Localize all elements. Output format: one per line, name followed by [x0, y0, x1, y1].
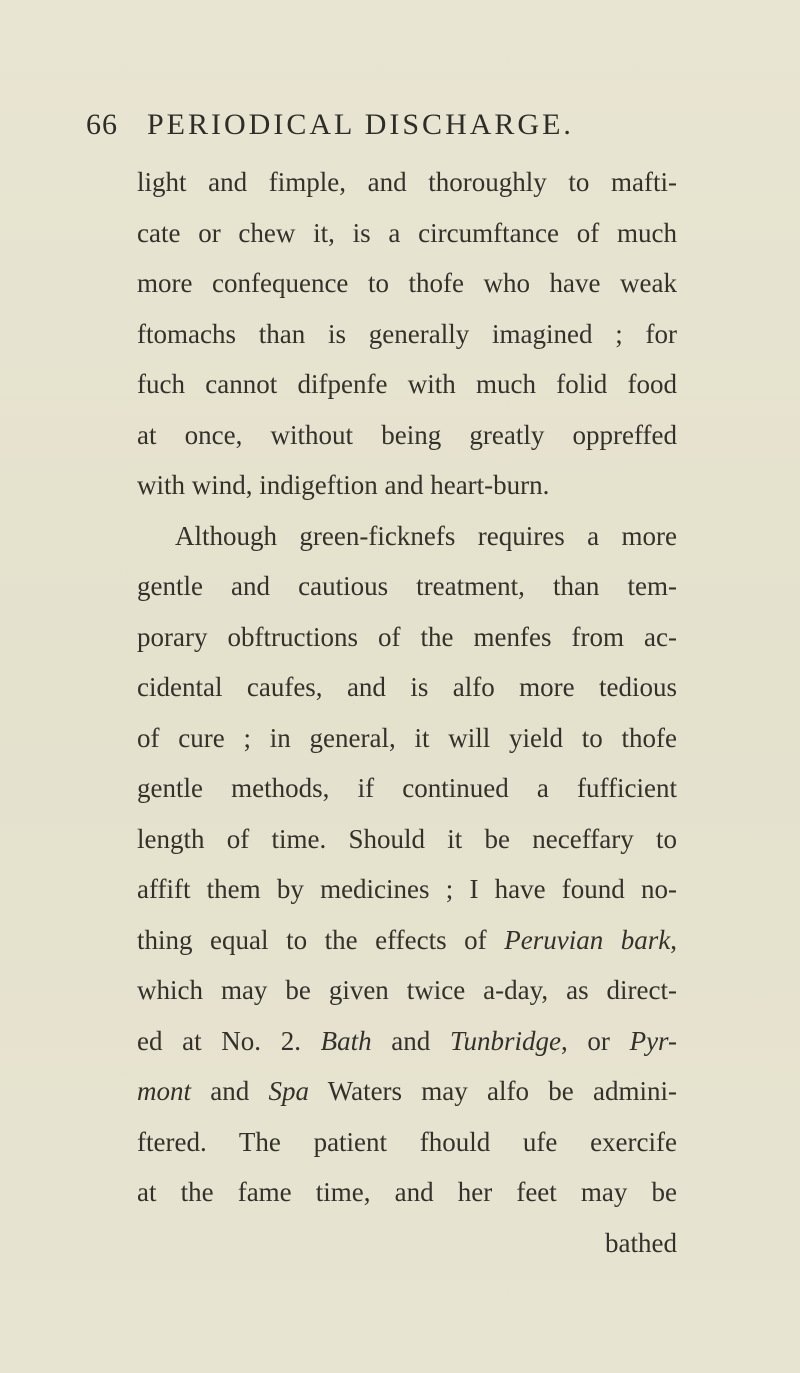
- text-segment: Although green-ficknefs requires a more: [175, 520, 677, 551]
- text-segment: length of time. Should it be neceffary to: [137, 823, 677, 854]
- text-segment: Waters may alfo be admini-: [309, 1076, 677, 1106]
- text-line: [137, 713, 677, 764]
- text-segment: and: [371, 1025, 450, 1056]
- text-line: [137, 309, 677, 360]
- catchword: [137, 1218, 677, 1269]
- text-line: [137, 864, 677, 915]
- text-segment: porary obftructions of the menfes from ac-: [137, 621, 677, 652]
- italic-text: Pyr-: [629, 1025, 678, 1056]
- page-header: [0, 108, 800, 156]
- text-segment: ftered. The patient fhould ufe exercife: [137, 1126, 677, 1157]
- body-text: [137, 157, 677, 1268]
- text-segment: light and fimple, and thoroughly to mafti-: [137, 167, 677, 197]
- text-segment: of cure ; in general, it will yield to thofe: [137, 722, 677, 753]
- text-line: [137, 1117, 677, 1168]
- text-segment: gentle and cautious treatment, than tem-: [137, 571, 677, 601]
- text-segment: cidental caufes, and is alfo more tedious: [137, 672, 677, 702]
- text-segment: ,: [670, 924, 677, 955]
- text-line: [137, 814, 677, 865]
- text-line: [137, 258, 677, 309]
- text-segment: , or: [561, 1025, 630, 1056]
- page-number: 66: [86, 108, 118, 141]
- italic-text: Peruvian bark: [504, 924, 671, 955]
- text-segment: ed at No. 2.: [137, 1025, 321, 1056]
- text-segment: fuch cannot difpenfe with much folid food: [137, 369, 677, 399]
- text-line: [137, 561, 677, 612]
- text-line: [137, 460, 677, 511]
- text-segment: and: [191, 1076, 269, 1106]
- text-line: [137, 763, 677, 814]
- text-segment: at once, without being greatly oppreffed: [137, 419, 677, 450]
- text-line: [137, 1167, 677, 1218]
- text-line: [137, 965, 677, 1016]
- text-segment: gentle methods, if continued a fufficient: [137, 773, 677, 803]
- text-segment: at the fame time, and her feet may be: [137, 1177, 677, 1207]
- text-line: [137, 359, 677, 410]
- text-line: [137, 612, 677, 663]
- text-segment: with wind, indigeftion and heart-burn.: [137, 470, 550, 500]
- text-line: [137, 157, 677, 208]
- text-segment: ftomachs than is generally imagined ; for: [137, 318, 677, 349]
- text-line: [137, 915, 677, 966]
- text-segment: thing equal to the effects of: [137, 924, 505, 955]
- text-line: [137, 208, 677, 259]
- text-line: [137, 1066, 677, 1117]
- text-segment: bathed: [605, 1227, 677, 1258]
- italic-text: mont: [137, 1076, 191, 1106]
- italic-text: Bath: [320, 1025, 372, 1056]
- text-segment: cate or chew it, is a circumftance of much: [137, 217, 677, 248]
- text-line: [137, 410, 677, 461]
- text-segment: more confequence to thofe who have weak: [137, 268, 677, 298]
- text-line: [137, 1016, 677, 1067]
- italic-text: Spa: [268, 1076, 309, 1106]
- text-line: [137, 511, 677, 562]
- text-segment: which may be given twice a-day, as direct-: [137, 975, 677, 1005]
- running-head: PERIODICAL DISCHARGE.: [147, 108, 574, 141]
- italic-text: Tunbridge: [449, 1025, 561, 1056]
- text-segment: affift them by medicines ; I have found no-: [137, 874, 677, 904]
- text-line: [137, 662, 677, 713]
